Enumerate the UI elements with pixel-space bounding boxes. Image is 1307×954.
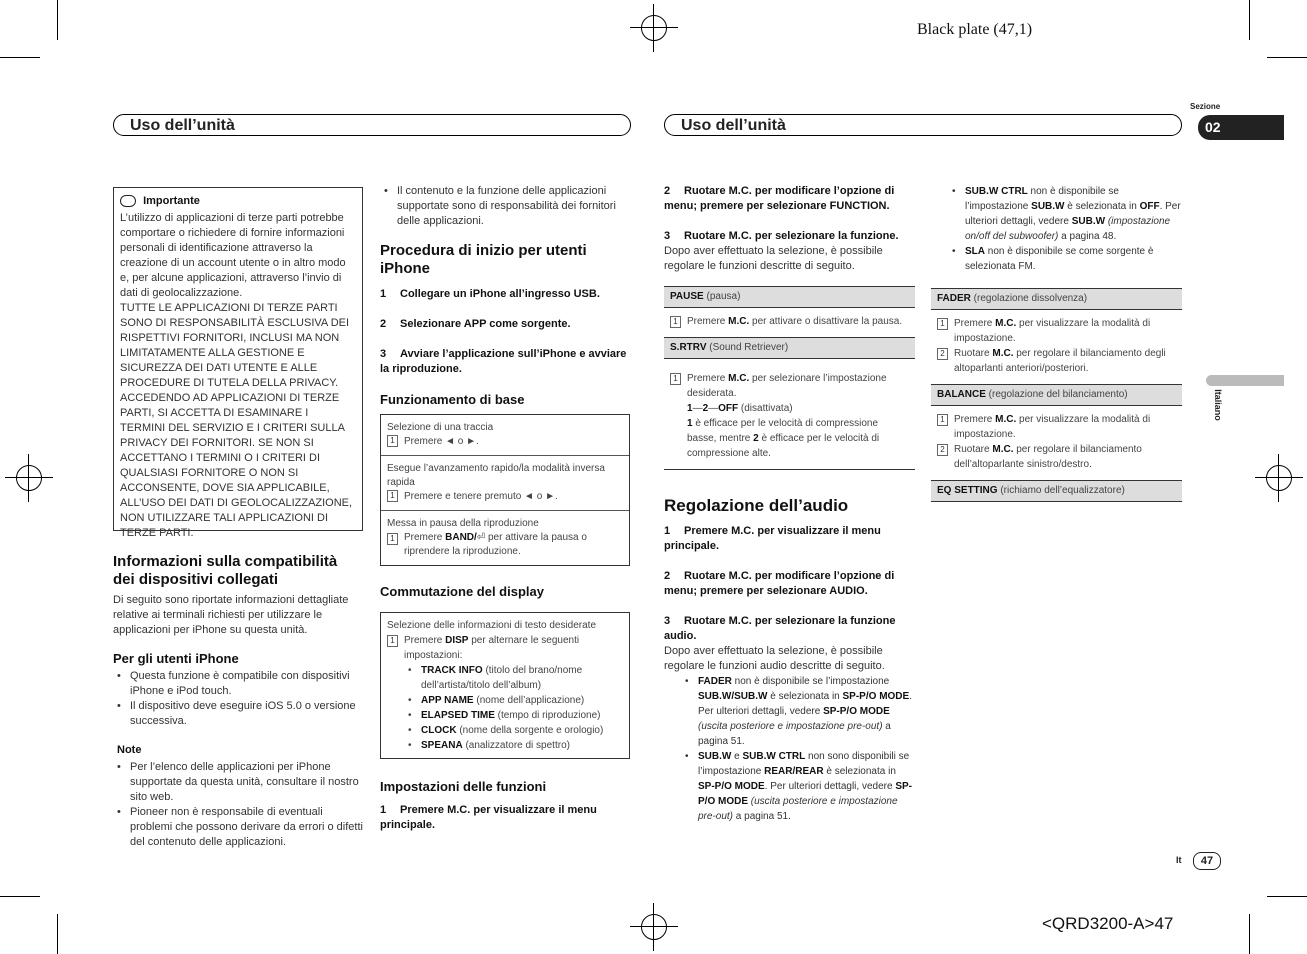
list-item: • ELAPSED TIME (tempo di riproduzione) [404,708,623,723]
registration-mark [641,914,667,940]
document-code: <QRD3200-A>47 [1042,914,1174,933]
list-item: • FADER non è disponibile se l’impostazione SUB.W/SUB.W è selezionata in SP-P/O MODE. Per ulteriori dettagli, vedere SP-P/O MODE (uscita posteriore e impostazione pre-out) a pagina 51. [681,674,915,749]
step: 2 Ruotare M.C. per modificare l’opzione di menu; premere per selezionare AUDIO. [664,570,895,597]
balance-items: 1 Premere M.C. per visualizzare la modalità di impostazione. 2 Ruotare M.C. per regolare il bilanciamento dell’altoparlante sinistro/destro. [931,406,1182,480]
language-label: Italiano [1213,389,1223,421]
section-number: 02 [1205,119,1221,135]
step: 2 Ruotare M.C. per modificare l’opzione di menu; premere per selezionare FUNCTION. [664,185,895,212]
crop-mark [1249,0,1250,40]
section-title-left: Uso dell’unità [113,114,631,136]
registration-mark [641,15,667,41]
list-item: • CLOCK (nome della sorgente e orologio) [404,723,623,738]
compat-section [113,553,363,850]
col4-notes [931,184,1182,274]
list-item: • TRACK INFO (titolo del brano/nome dell’artista/titolo dell’album) [404,663,623,693]
column-2 [380,184,630,833]
plate-label: Black plate (47,1) [917,21,1033,38]
crop-mark [1267,896,1307,897]
proc-title: Procedura di inizio per utenti iPhone [380,242,587,277]
notes-list [113,760,363,850]
fader-items: 1 Premere M.C. per visualizzare la modalità di impostazione. 2 Ruotare M.C. per regolare il bilanciamento degli altoparlanti anteriori/posteriori. [931,310,1182,384]
disp-table: Selezione delle informazioni di testo desiderate 1 Premere DISP per alternare le seguenti impostazioni: • TRACK INFO (titolo del brano/nome dell’artista/titolo dell’album) • APP NAME (nome dell’applicazione) • ELAPSED TIME (tempo di riproduzione) • CLOCK (nome della sorgente e orologio) • SPEANA (analizzatore di spettro) [380,612,630,759]
func-title: Impostazioni delle funzioni [380,779,547,794]
footer-lang: It [1176,855,1182,865]
audio-title: Regolazione dell’audio [664,496,849,515]
pause-header: PAUSE (pausa) [664,286,915,308]
after-text: Dopo aver effettuato la selezione, è possibile regolare le funzioni descritte di seguito. [664,245,883,272]
crop-mark [0,57,40,58]
list-item: • APP NAME (nome dell’applicazione) [404,693,623,708]
column-4 [931,184,1182,502]
importante-box [113,187,363,539]
crop-mark [0,896,40,897]
list-item: • SUB.W CTRL non è disponibile se l’impostazione SUB.W è selezionata in OFF. Per ulteriori dettagli, vedere SUB.W (impostazione on/off del subwoofer) a pagina 48. [948,184,1182,244]
step: 1 Premere M.C. per visualizzare il menu principale. [380,804,597,831]
base-table [380,414,630,566]
registration-mark [16,465,42,491]
note-title: Note [117,744,142,756]
column-3 [664,184,915,824]
compat-body: Di seguito sono riportate informazioni dettagliate relative ai terminali richiesti per utilizzare le applicazioni per iPhone su questa unità. [113,594,349,636]
warning-icon [120,195,136,207]
list-item: • SLA non è disponibile se come sorgente è selezionata FM. [948,244,1182,274]
compat-title: Informazioni sulla compatibilità dei dispositivi collegati [113,553,338,588]
list-item: • Il contenuto e la funzione delle applicazioni supportate sono di responsabilità dei fornitori delle applicazioni. [380,184,630,229]
fader-header: FADER (regolazione dissolvenza) [931,288,1182,310]
base-title: Funzionamento di base [380,392,525,407]
table-row: Selezione di una traccia 1 Premere ◄ o ►. [387,422,494,447]
importante-caps: TUTTE LE APPLICAZIONI DI TERZE PARTI SONO DI RESPONSABILITÀ ESCLUSIVA DEI RISPETTIVI FORNITORI, INCLUSI MA NON LIMITATAMENTE ALLA GESTIONE E SICUREZZA DEI DATI UTENTE E ALLE PROCEDURE DI TUTELA DELLA PRIVACY. ACCEDENDO AD APPLICAZIONI DI TERZE PARTI, SI ACCETTA DI ESAMINARE I TERMINI DEL SERVIZIO E I CRITERI SULLA PRIVACY DEI FORNITORI. SE NON SI ACCETTANO I TERMINI O I CRITERI DI QUALSIASI FORNITORE O NON SI ACCONSENTE, DOVE SIA APPLICABILE, ALL’USO DEI DATI DI GEOLOCALIZZAZIONE, NON UTILIZZARE TALI APPLICAZIONI DI TERZE PARTI. [120,302,353,539]
section-title-right: Uso dell’unità [664,114,1182,136]
eq-header: EQ SETTING (richiamo dell’equalizzatore) [931,480,1182,502]
back-icon: ⏎ [476,532,486,543]
crop-mark [57,0,58,40]
step: 3 Avviare l’applicazione sull’iPhone e avviare la riproduzione. [380,348,627,375]
page-number: 47 [1193,852,1221,870]
step: 3 Ruotare M.C. per selezionare la funzione audio. [664,615,896,642]
audio-notes [664,674,915,824]
balance-header: BALANCE (regolazione del bilanciamento) [931,384,1182,406]
crop-mark [1267,57,1307,58]
table-row: Messa in pausa della riproduzione 1 Premere BAND/⏎ per attivare la pausa o riprendere la riproduzione. [381,510,629,565]
step: 1 Premere M.C. per visualizzare il menu principale. [664,525,881,552]
pause-item: 1 Premere M.C. per attivare o disattivare la pausa. [664,308,915,337]
crop-mark [57,914,58,954]
registration-mark [1266,465,1292,491]
list-item: • SPEANA (analizzatore di spettro) [404,738,623,753]
table-row: Esegue l’avanzamento rapido/la modalità inversa rapida 1 Premere e tenere premuto ◄ o ►. [381,455,629,510]
iphone-bullets [113,669,363,729]
step: 1 Collegare un iPhone all’ingresso USB. [380,288,600,300]
sezione-label: Sezione [1190,102,1221,111]
step: 2 Selezionare APP come sorgente. [380,318,571,330]
importante-title: Importante [143,195,200,207]
section-number-tab [1198,115,1284,140]
list-item: • Questa funzione è compatibile con dispositivi iPhone e iPod touch. [113,669,363,699]
list-item: • Per l’elenco delle applicazioni per iPhone supportate da questa unità, consultare il nostro sito web. [113,760,363,805]
disp-title: Commutazione del display [380,584,544,599]
importante-body: L’utilizzo di applicazioni di terze parti potrebbe comportare o richiedere di fornire informazioni personali di identificazione attraverso la creazione di un account utente o in altro modo e, per alcune applicazioni, attraverso l’invio di dati di geolocalizzazione. [120,212,346,299]
list-item: • Pioneer non è responsabile di eventuali problemi che possono derivare da errori o difetti del contenuto delle applicazioni. [113,805,363,850]
list-item: • SUB.W e SUB.W CTRL non sono disponibili se l’impostazione REAR/REAR è selezionata in SP-P/O MODE. Per ulteriori dettagli, vedere SP-P/O MODE (uscita posteriore e impostazione pre-out) a pagina 51. [681,749,915,824]
step: 3 Ruotare M.C. per selezionare la funzione. [664,230,899,242]
iphone-users-title: Per gli utenti iPhone [113,651,239,666]
audio-after: Dopo aver effettuato la selezione, è possibile regolare le funzioni audio descritte di seguito. [664,645,885,672]
list-item: • Il dispositivo deve eseguire iOS 5.0 o versione successiva. [113,699,363,729]
crop-mark [1249,914,1250,954]
srtrv-item: 1 Premere M.C. per selezionare l’impostazione desiderata. 1—2—OFF (disattivata) 1 è efficace per le velocità di compressione basse, mentre 2 è efficace per le velocità di compressione alte. [664,359,915,470]
srtrv-header: S.RTRV (Sound Retriever) [664,337,915,359]
